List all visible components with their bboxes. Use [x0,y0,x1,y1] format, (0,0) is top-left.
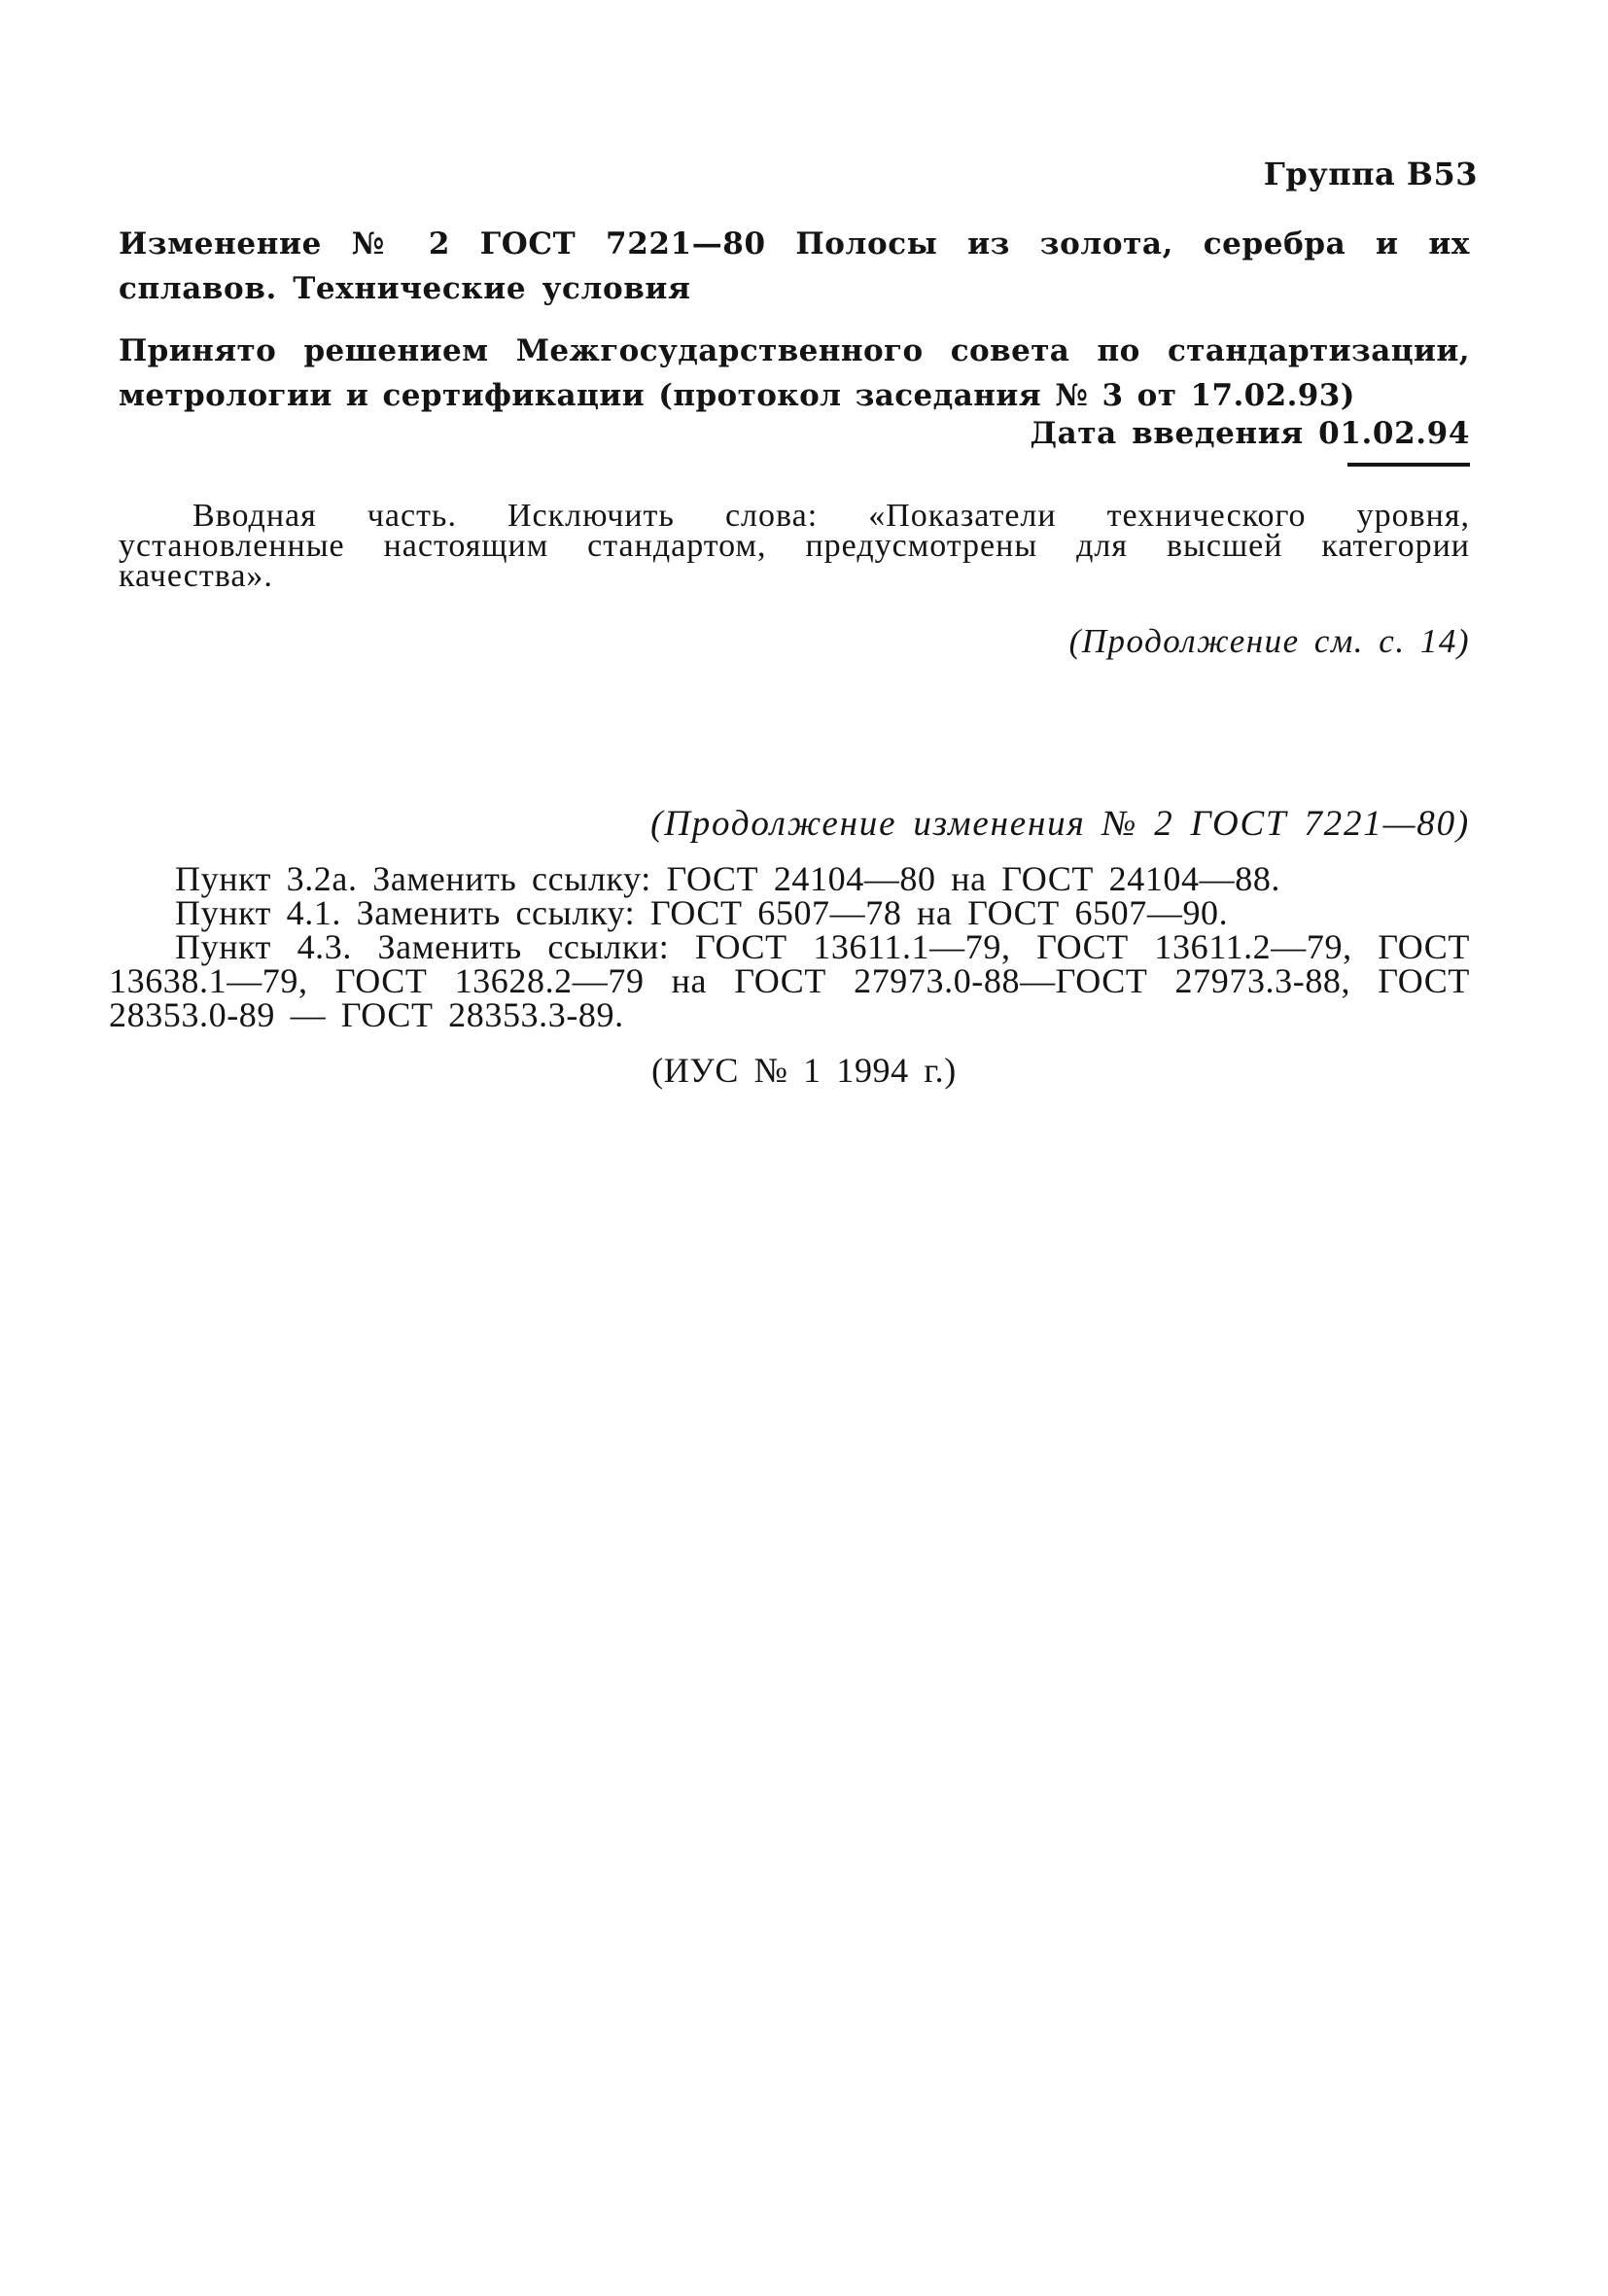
continuation-title: (Продолжение изменения № 2 ГОСТ 7221—80) [650,804,1470,844]
ius-reference: (ИУС № 1 1994 г.) [651,1051,957,1090]
change-item: Пункт 4.1. Заменить ссылку: ГОСТ 6507—78 на ГОСТ 6507—90. [175,893,1229,932]
change-item: Пункт 3.2а. Заменить ссылку: ГОСТ 24104—80 на ГОСТ 24104—88. [175,859,1281,898]
date-underline-rule [1347,463,1470,467]
group-code: Группа В53 [1263,156,1478,192]
change-title: Изменение № 2 ГОСТ 7221—80 Полосы из золота, серебра и их сплавов. Технические условия [119,226,1470,306]
change-items-list [109,859,1470,1034]
continuation-reference: (Продолжение см. с. 14) [1068,622,1470,660]
introduction-date: Дата введения 01.02.94 [1030,416,1470,451]
accepted-by-statement: Принято решением Межгосударственного совета по стандартизации, метрологии и сертификации (протокол заседания № 3 от 17.02.93) [119,333,1470,413]
change-item: Пункт 4.3. Заменить ссылки: ГОСТ 13611.1—79, ГОСТ 13611.2—79, ГОСТ 13638.1—79, ГОСТ 13628.2—79 на ГОСТ 27973.0-88—ГОСТ 27973.3-88, ГОСТ 28353.0-89 — ГОСТ 28353.3-89. [109,927,1470,1034]
intro-change-text: Вводная часть. Исключить слова: «Показатели технического уровня, установленные настоящим стандартом, предусмотрены для высшей категории качества». [119,498,1470,594]
